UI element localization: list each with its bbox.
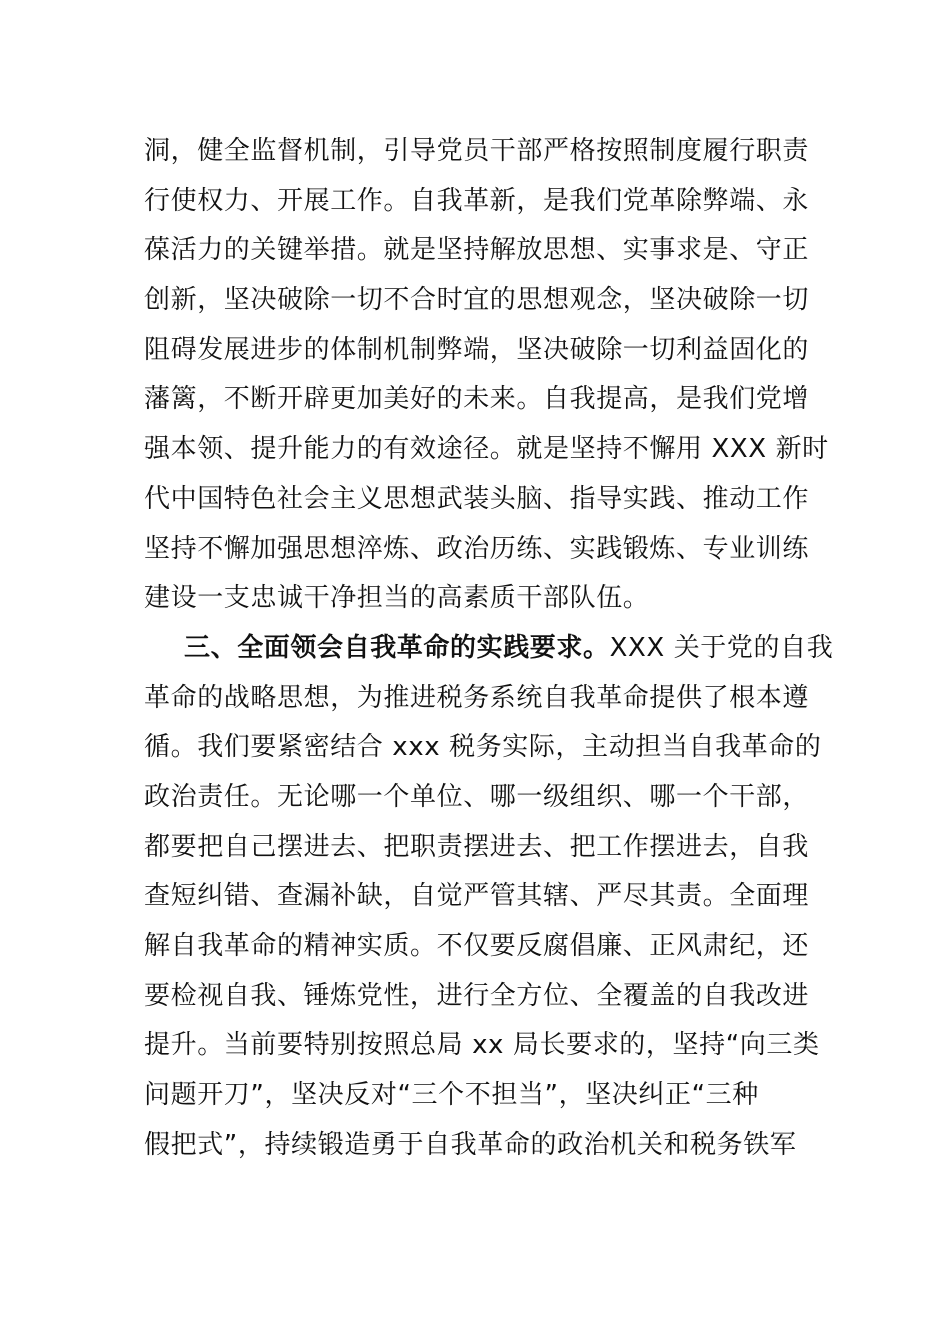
text-line [144,1021,824,1071]
text-line [144,872,824,922]
text-run: 坚持不懈加强思想淬炼、政治历练、实践锻炼、专业训练 [144,533,810,564]
text-line [144,226,824,276]
text-line [144,425,829,475]
text-line [144,723,824,773]
text-run: 建设一支忠诚干净担当的高素质干部队伍。 [144,583,650,614]
text-run: 查短纠错、查漏补缺，自觉严管其辖、严尽其责。全面理 [144,881,810,912]
text-line [144,375,824,425]
text-run: 创新，坚决破除一切不合时宜的思想观念，坚决破除一切 [144,285,810,316]
text-line [144,276,824,326]
text-run: 代中国特色社会主义思想武装头脑、指导实践、推动工作 [144,483,810,514]
text-line [144,127,824,177]
text-line [144,525,824,575]
text-line [144,1121,824,1171]
text-line [144,1071,824,1121]
text-run: 循。我们要紧密结合 xxx 税务实际，主动担当自我革命的 [144,732,822,763]
text-line [144,922,824,972]
text-run: 要检视自我、锤炼党性，进行全方位、全覆盖的自我改进 [144,980,810,1011]
text-line [144,972,824,1022]
text-line [144,823,824,873]
text-run: 葆活力的关键举措。就是坚持解放思想、实事求是、守正 [144,235,810,266]
text-line [144,574,824,624]
text-line [144,624,834,674]
text-line [144,475,824,525]
body-text [144,127,834,1170]
text-line [144,674,824,724]
text-run: 藩篱，不断开辟更加美好的未来。自我提高，是我们党增 [144,384,810,415]
text-run: 强本领、提升能力的有效途径。就是坚持不懈用 XXX 新时 [144,434,829,465]
text-run: 都要把自己摆进去、把职责摆进去、把工作摆进去，自我 [144,831,810,862]
text-run: 洞，健全监督机制，引导党员干部严格按照制度履行职责 [144,136,810,166]
text-run: XXX 关于党的自我 [609,632,834,663]
text-run: 问题开刀”，坚决反对“三个不担当”，坚决纠正“三种 [144,1080,759,1111]
text-line [144,773,824,823]
text-line [144,326,824,376]
text-run: 阻碍发展进步的体制机制弊端，坚决破除一切利益固化的 [144,334,810,365]
text-run: 提升。当前要特别按照总局 xx 局长要求的，坚持“向三类 [144,1030,820,1061]
text-run: 行使权力、开展工作。自我革新，是我们党革除弊端、永 [144,185,810,216]
text-run: 假把式”，持续锻造勇于自我革命的政治机关和税务铁军 [144,1129,797,1160]
text-run: 革命的战略思想，为推进税务系统自我革命提供了根本遵 [144,682,810,713]
text-run: 解自我革命的精神实质。不仅要反腐倡廉、正风肃纪，还 [144,931,810,961]
text-run: 政治责任。无论哪一个单位、哪一级组织、哪一个干部， [144,781,810,812]
section-heading: 三、全面领会自我革命的实践要求。 [184,632,610,663]
text-line [144,177,824,227]
